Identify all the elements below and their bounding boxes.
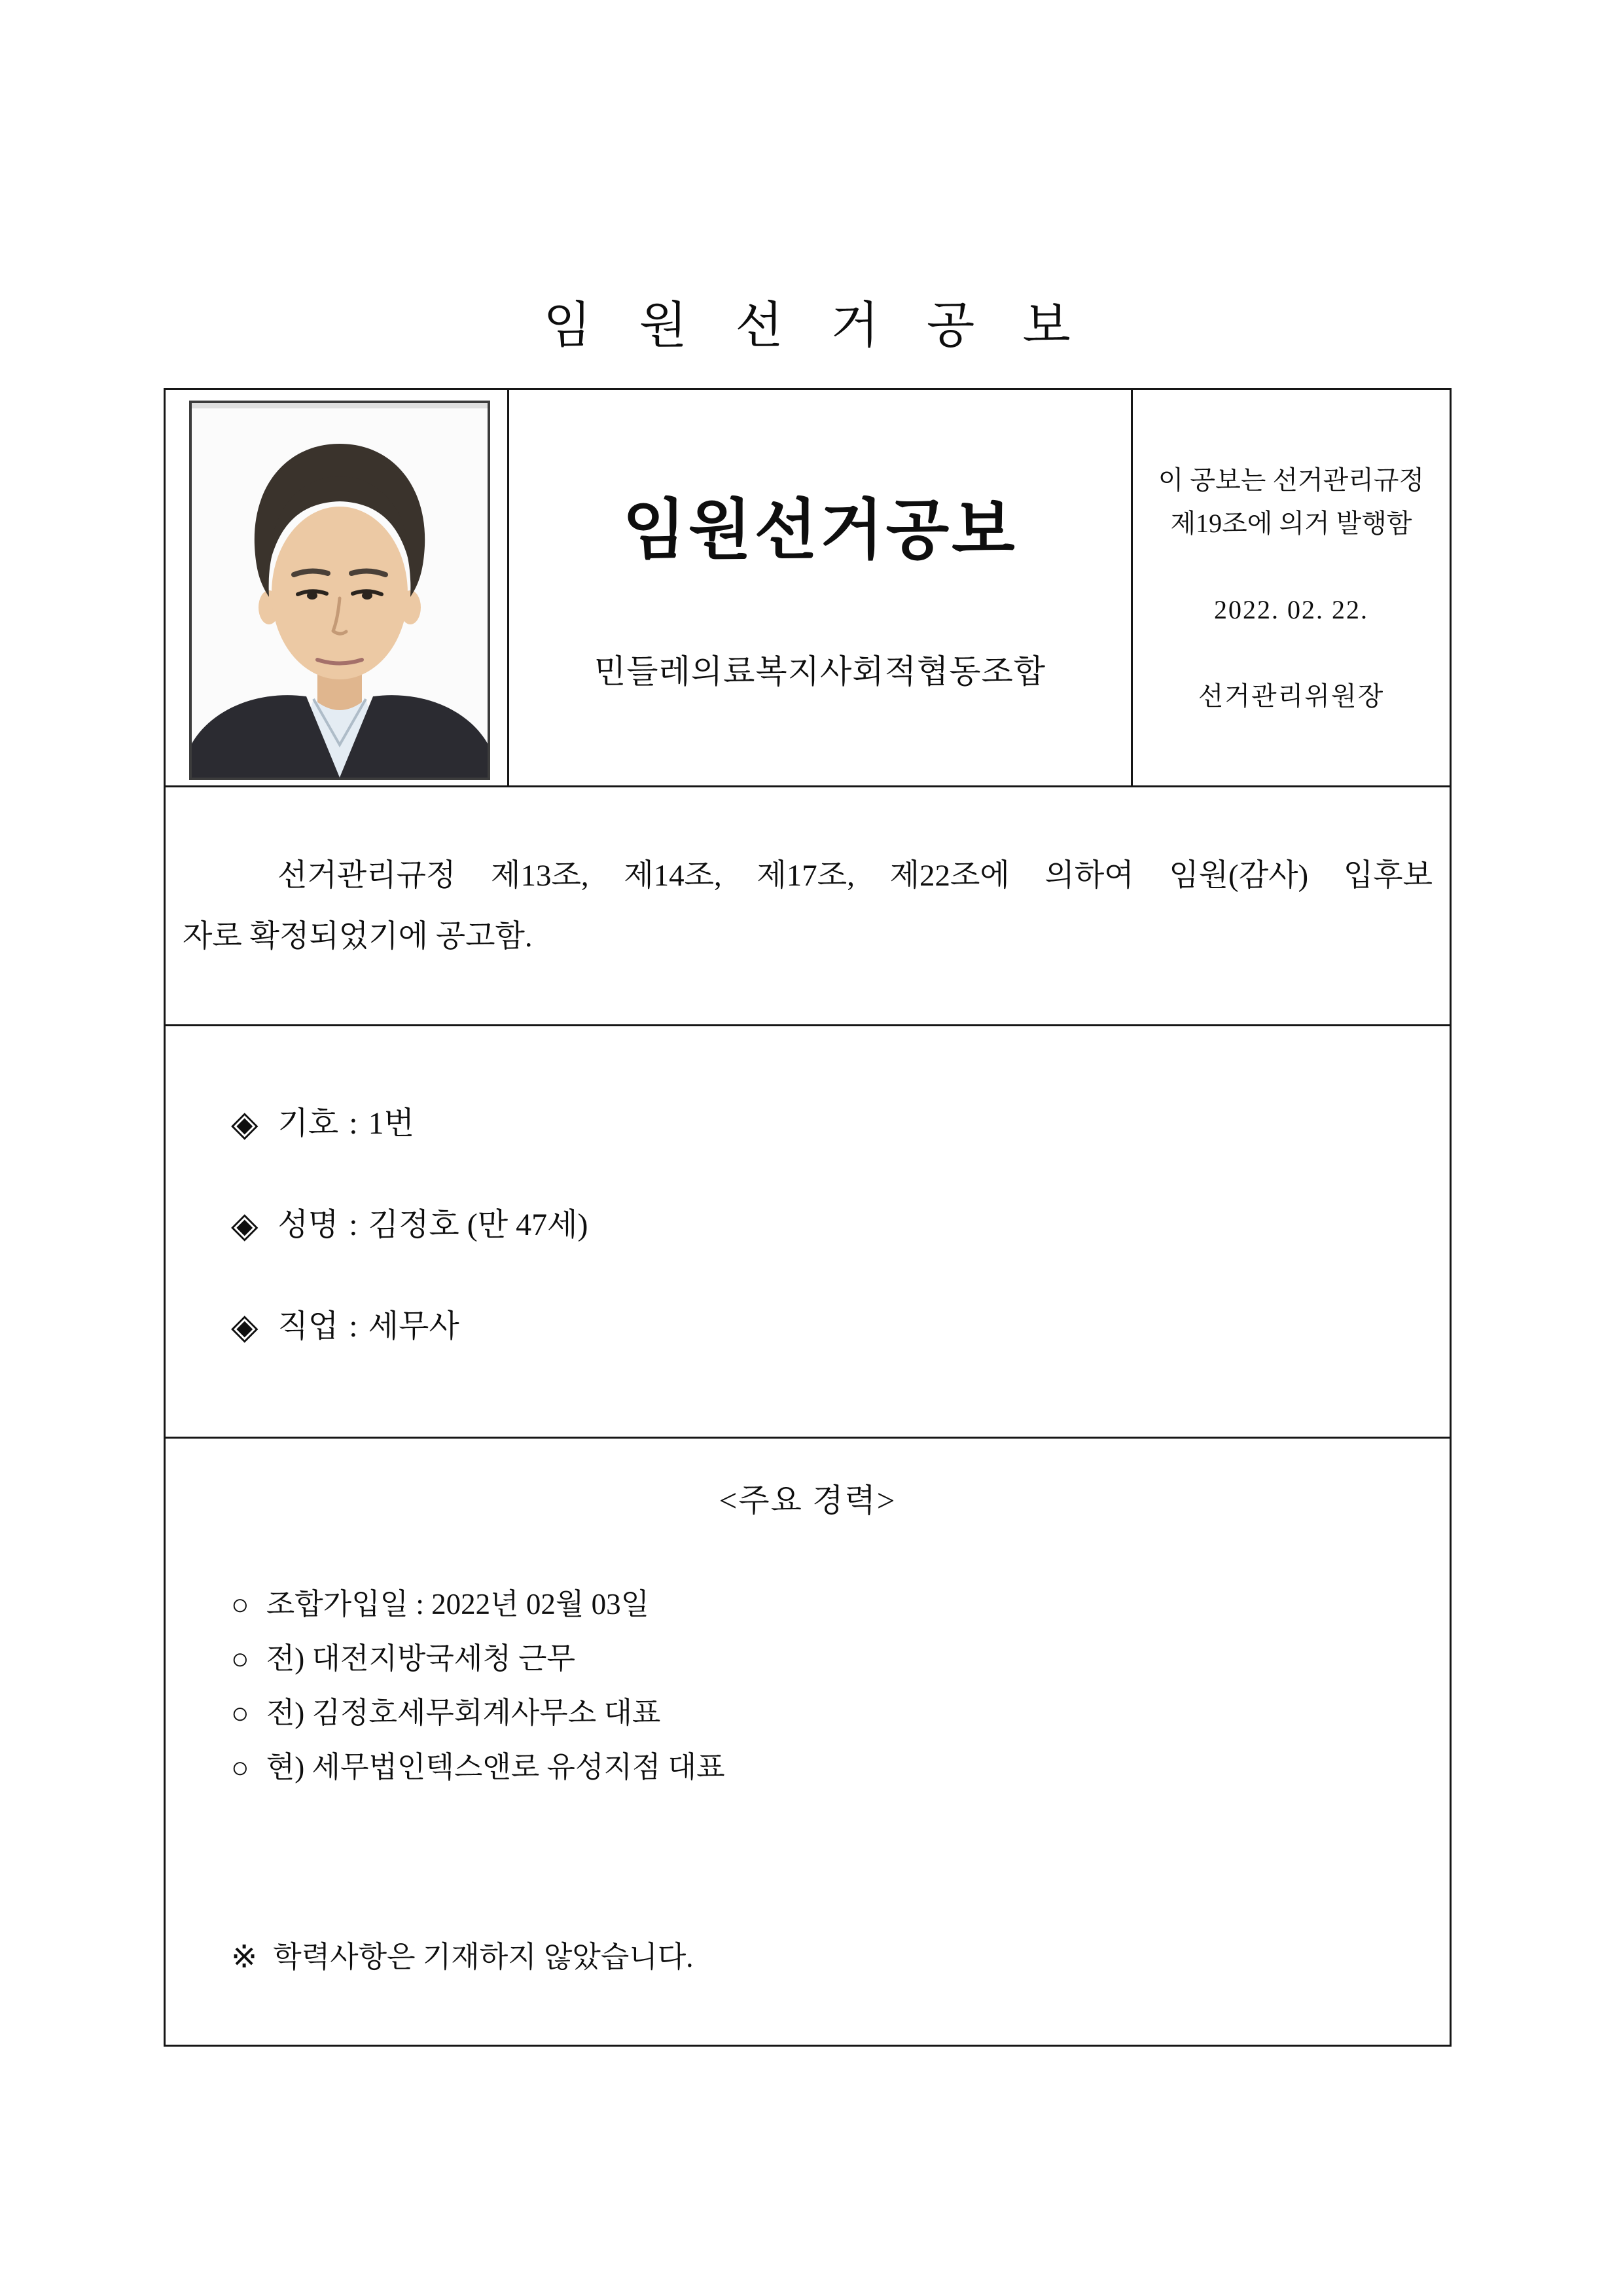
- career-item-text: 전) 대전지방국세청 근무: [266, 1642, 575, 1675]
- page-title: 임 원 선 거 공 보: [543, 298, 1080, 353]
- field-separator: :: [349, 1106, 358, 1141]
- issuance-note-line2: 제19조에 의거 발행함: [1170, 509, 1412, 538]
- field-label: 성명: [277, 1208, 339, 1242]
- candidate-portrait-illustration: [192, 403, 488, 778]
- announcement-row: [166, 787, 1450, 1026]
- bulletin-title: 임원선거공보: [622, 494, 1018, 567]
- career-item-text: 전) 김정호세무회계사무소 대표: [266, 1696, 661, 1729]
- diamond-bullet-icon: ◈: [231, 1206, 259, 1245]
- diamond-bullet-icon: ◈: [231, 1307, 259, 1346]
- circle-bullet-icon: ○: [231, 1588, 249, 1621]
- diamond-bullet-icon: ◈: [231, 1104, 259, 1143]
- candidate-fields-row: [166, 1026, 1450, 1439]
- field-label: 직업: [277, 1309, 339, 1344]
- organization-name: 민들레의료복지사회적협동조합: [594, 653, 1046, 690]
- career-section-heading: <주요 경력>: [719, 1482, 897, 1518]
- career-item: [231, 1698, 1450, 1728]
- career-item: [231, 1753, 1450, 1782]
- header-row: [166, 390, 1450, 787]
- career-item: [231, 1644, 1450, 1674]
- field-label: 기호: [277, 1106, 339, 1141]
- reference-mark-icon: ※: [231, 1940, 258, 1975]
- career-item: [231, 1590, 1450, 1619]
- career-item-text: 현) 세무법인텍스앤로 유성지점 대표: [266, 1751, 725, 1784]
- field-value: 김정호 (만 47세): [368, 1208, 588, 1242]
- education-note: [166, 1940, 1450, 1975]
- field-occupation: [231, 1307, 1450, 1346]
- field-value: 세무사: [368, 1309, 459, 1344]
- field-name: [231, 1206, 1450, 1245]
- circle-bullet-icon: ○: [231, 1751, 249, 1784]
- education-note-text: 학력사항은 기재하지 않았습니다.: [273, 1941, 694, 1973]
- career-list: [166, 1590, 1450, 1782]
- career-row: [166, 1439, 1450, 2045]
- candidate-photo: [189, 401, 490, 780]
- photo-cell: [166, 390, 509, 785]
- field-ballot-number: [231, 1104, 1450, 1143]
- issuance-date: 2022. 02. 22.: [1214, 595, 1368, 624]
- announcement-line2: 자로 확정되었기에 공고함.: [183, 920, 533, 954]
- issuer-title: 선거관리위원장: [1198, 681, 1385, 711]
- announcement-line1: 선거관리규정 제13조, 제14조, 제17조, 제22조에 의하여 임원(감사) 입후보: [277, 859, 1433, 893]
- issuance-cell: [1133, 390, 1450, 785]
- title-cell: [509, 390, 1133, 785]
- field-separator: :: [349, 1309, 358, 1344]
- field-separator: :: [349, 1208, 358, 1242]
- field-value: 1번: [368, 1106, 414, 1141]
- bulletin-table: [164, 388, 1452, 2047]
- issuance-note-line1: 이 공보는 선거관리규정: [1158, 465, 1425, 495]
- career-item-text: 조합가입일 : 2022년 02월 03일: [266, 1588, 650, 1621]
- circle-bullet-icon: ○: [231, 1696, 249, 1730]
- circle-bullet-icon: ○: [231, 1642, 249, 1676]
